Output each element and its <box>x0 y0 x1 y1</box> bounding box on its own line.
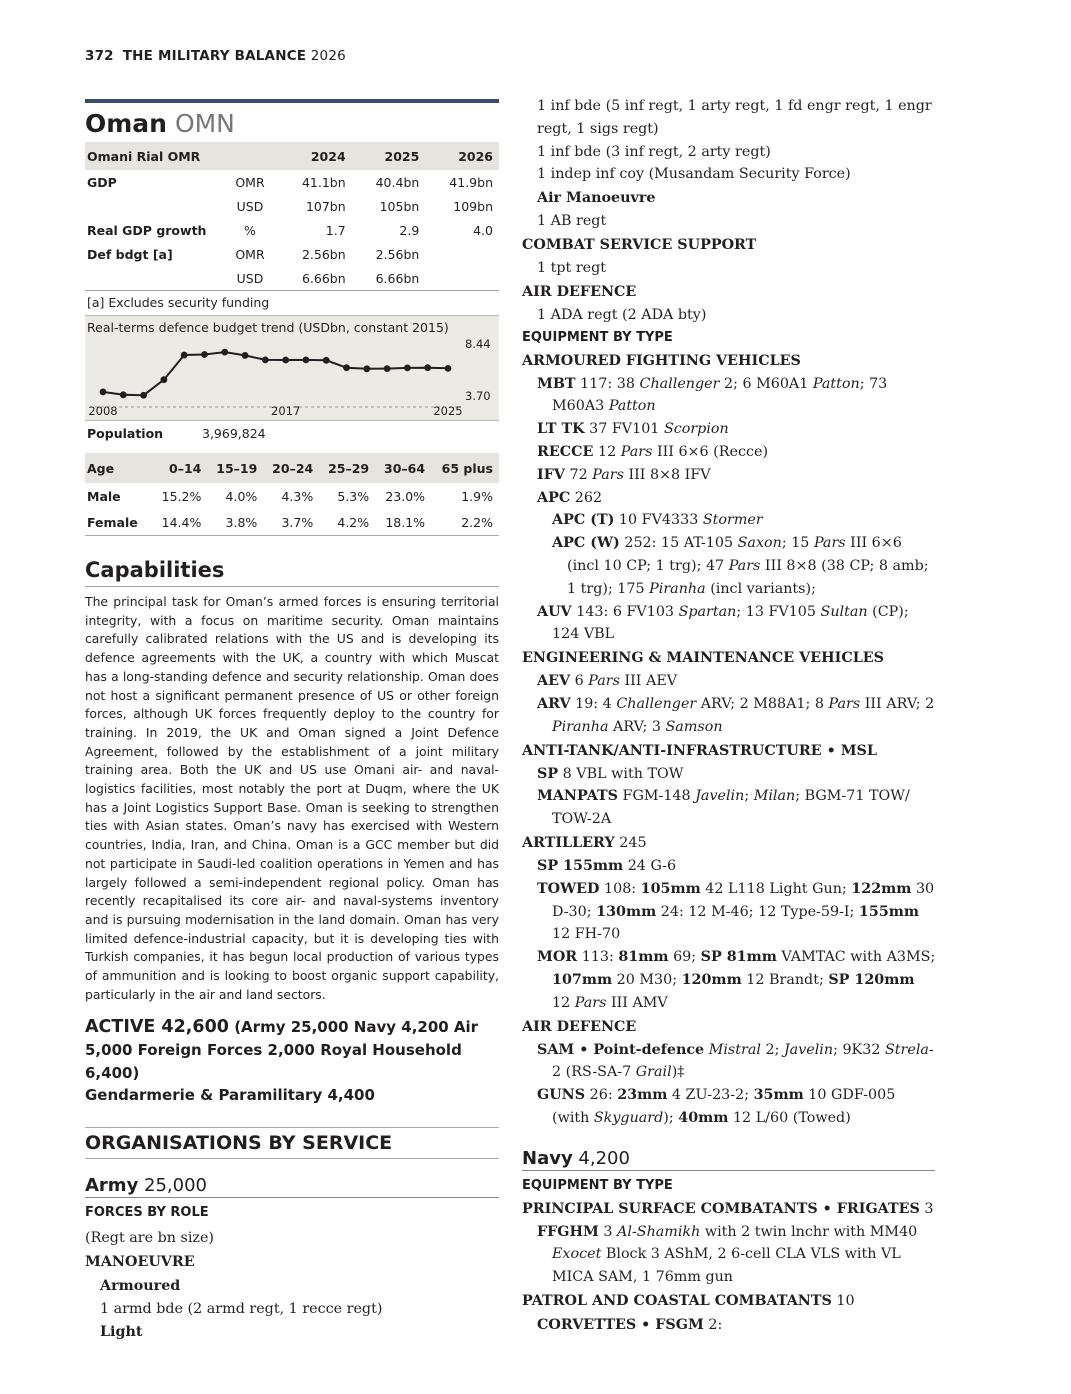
inf-bde-1-line-1: 1 inf bde (5 inf regt, 1 arty regt, 1 fd engr regt, 1 engr <box>537 98 932 114</box>
entry-label: MBT <box>537 375 576 392</box>
age-cell: 1.9% <box>461 488 493 504</box>
country-rule <box>85 99 499 103</box>
navy-strength: 4,200 <box>578 1147 630 1169</box>
budget-trend-chart <box>85 315 499 421</box>
age-cell: 4.3% <box>281 488 314 504</box>
entry-text: 72 <box>564 466 593 483</box>
towed-entry <box>522 878 937 946</box>
entry-text: with 2 twin lnchr with MM40 <box>700 1223 918 1240</box>
chart-point <box>221 349 228 356</box>
econ-cell: 1.7 <box>325 222 346 238</box>
corvettes-entry <box>522 1313 937 1337</box>
entry-text: ); <box>663 1109 679 1126</box>
entry-italic: Stormer <box>702 512 763 529</box>
entry-italic: Piranha <box>552 718 609 735</box>
entry-italic: Mistral <box>708 1041 761 1058</box>
air-manoeuvre-heading: Air Manoeuvre <box>537 190 656 207</box>
entry-text: (incl variants); <box>705 580 816 597</box>
econ-row-label <box>85 194 228 218</box>
publication-year: 2026 <box>310 48 346 64</box>
chart-point <box>343 364 350 371</box>
artillery-heading <box>522 831 937 855</box>
population-row <box>85 421 499 447</box>
entry-bold: 130mm <box>596 903 657 920</box>
entry-italic: Challenger <box>616 695 697 712</box>
entry-italic: Challenger <box>639 375 720 392</box>
entry-text: (CP); <box>867 603 909 620</box>
table-row <box>85 194 499 218</box>
entry-text: 108: <box>599 880 641 897</box>
emv-heading: ENGINEERING & MAINTENANCE VEHICLES <box>522 650 884 667</box>
entry-bold: 155mm <box>858 903 920 920</box>
econ-header-currency: Omani Rial OMR <box>85 142 228 170</box>
econ-cell: 107bn <box>305 198 346 214</box>
entry-italic: Pars <box>588 673 620 690</box>
econ-row-label <box>85 266 228 290</box>
age-cell: 14.4% <box>161 514 202 530</box>
chart-point <box>120 391 127 398</box>
lt-tk-entry <box>522 418 937 441</box>
age-cell: 18.1% <box>385 514 426 530</box>
age-row-label: Male <box>87 488 121 504</box>
entry-text: 30 <box>911 880 935 897</box>
age-cell: 23.0% <box>385 488 426 504</box>
organisations-title: ORGANISATIONS BY SERVICE <box>85 1127 499 1159</box>
navy-name: Navy <box>522 1147 573 1169</box>
econ-cell <box>425 242 499 266</box>
regt-note: (Regt are bn size) <box>85 1229 214 1246</box>
entry-bold: 122mm <box>851 880 912 897</box>
pcc-heading <box>522 1289 937 1313</box>
entry-text: 69; <box>668 949 701 966</box>
age-cell: 5.3% <box>337 488 370 504</box>
entry-text: TOW-2A <box>552 811 612 828</box>
mbt-entry <box>522 373 937 419</box>
entry-italic: Pars <box>574 994 607 1011</box>
age-header: 0–14 <box>153 453 207 483</box>
entry-bold: 81mm <box>618 949 669 966</box>
entry-bold: 35mm <box>753 1087 804 1104</box>
entry-label: IFV <box>537 466 565 483</box>
country-title <box>85 106 499 142</box>
ada-regt: 1 ADA regt (2 ADA bty) <box>537 306 707 323</box>
entry-text: 4 ZU-23-2; <box>667 1087 754 1104</box>
table-row <box>85 218 499 242</box>
list-item <box>522 95 937 141</box>
entry-text: ; 73 M60A3 <box>552 375 888 415</box>
econ-unit: % <box>244 222 256 238</box>
entry-label: SP <box>537 765 559 782</box>
tpt-regt: 1 tpt regt <box>537 259 607 276</box>
entry-text: 12 L/60 (Towed) <box>728 1109 851 1126</box>
econ-unit: USD <box>236 198 264 214</box>
afv-heading: ARMOURED FIGHTING VEHICLES <box>522 352 801 369</box>
chart-point <box>160 376 167 383</box>
econ-header-2024: 2024 <box>278 142 352 170</box>
auv-entry <box>522 601 937 647</box>
entry-label: TOWED <box>537 880 600 897</box>
entry-italic: Strela <box>884 1041 929 1058</box>
army-title <box>85 1175 499 1198</box>
age-header-row <box>85 453 499 483</box>
active-total: ACTIVE 42,600 <box>85 1017 229 1038</box>
entry-bold: 23mm <box>617 1087 668 1104</box>
capabilities-text: The principal task for Oman’s armed forces is ensuring territorial integrity, with a focus on maritime security. Oman maintains carefully calibrated relations with the US and is developing its defence agreements with the UK, a country with which Muscat has a long-standing defence and security relationship. Oman does not host a significant permanent presence of US or other foreign forces, although UK forces frequently deploy to the country for training. In 2019, the UK and Oman signed a Joint Defence Agreement, followed by the establishment of a joint military training area. Both the UK and US use Omani air- and naval-logistics facilities, most notably the port at Duqm, where the UK has a Joint Logistics Support Base. Oman is seeking to strengthen ties with Asian states. Oman’s navy has exercised with Western countries, India, Iran, and China. Oman is a GCC member but did not participate in Saudi-led coalition operations in Yemen and has largely followed a semi-independent regional policy. Oman has recently recapitalised its core air- and naval-systems inventory and is pursuing modernisation in the land domain. Oman has very limited defence-industrial capacity, but it is developing ties with Turkish companies, it has begun local production of various types of ammunition and is looking to boost organic support capability, particularly in the air and land sectors. <box>85 594 499 1002</box>
entry-text: III 8×8 IFV <box>623 466 711 483</box>
active-detail-1: (Army 25,000 Navy 4,200 Air <box>234 1018 479 1037</box>
chart-point <box>242 352 249 359</box>
econ-unit: OMR <box>235 174 265 190</box>
entry-text: -2 <box>552 1041 934 1081</box>
apc-t-entry <box>522 509 937 532</box>
econ-row-label: GDP <box>87 174 117 190</box>
air-defence-heading: AIR DEFENCE <box>522 283 637 300</box>
econ-header-row <box>85 142 499 170</box>
chart-point <box>140 392 147 399</box>
econ-cell: 2.56bn <box>301 246 346 262</box>
capabilities-title: Capabilities <box>85 558 499 587</box>
econ-unit: OMR <box>235 246 265 262</box>
entry-bold: 105mm <box>640 880 701 897</box>
entry-italic: Javelin <box>695 788 745 805</box>
econ-cell <box>425 266 499 290</box>
econ-unit: USD <box>236 270 264 286</box>
chart-point <box>282 357 289 364</box>
sp-atk-entry <box>522 763 937 786</box>
entry-italic: Pars <box>592 466 624 483</box>
entry-label: AUV <box>537 603 572 620</box>
entry-label: AEV <box>537 673 571 690</box>
econ-header-2025: 2025 <box>352 142 426 170</box>
entry-text: ; BGM-71 TOW/ <box>795 788 910 805</box>
running-head <box>85 48 346 64</box>
age-header: Age <box>85 453 153 483</box>
entry-text: ; 15 <box>781 535 814 552</box>
econ-footnote: [a] Excludes security funding <box>85 290 499 315</box>
entry-italic: Saxon <box>737 535 782 552</box>
entry-text: 262 <box>570 489 603 506</box>
inf-bde-1-line-2: regt, 1 sigs regt) <box>537 120 659 137</box>
equipment-heading: EQUIPMENT BY TYPE <box>522 329 673 345</box>
chart-point <box>424 364 431 371</box>
entry-text: VAMTAC with A3MS; <box>776 949 936 966</box>
chart-point <box>404 364 411 371</box>
chart-point <box>201 351 208 358</box>
entry-text: 42 L118 Light Gun; <box>700 880 852 897</box>
econ-cell: 105bn <box>379 198 420 214</box>
population-value: 3,969,824 <box>202 426 266 441</box>
entry-text: 37 FV101 <box>584 421 664 438</box>
entry-text: ; 13 FV105 <box>736 603 821 620</box>
chart-title: Real-terms defence budget trend (USDbn, constant 2015) <box>87 320 449 335</box>
entry-text: FH-70 <box>574 926 621 943</box>
chart-point <box>323 357 330 364</box>
entry-label: SAM • Point-defence <box>537 1041 705 1058</box>
entry-label: ARV <box>537 695 571 712</box>
econ-row-label: Def bdgt [a] <box>87 246 173 262</box>
indep-inf-coy: 1 indep inf coy (Musandam Security Force) <box>537 166 851 183</box>
entry-label: ARTILLERY <box>522 834 615 851</box>
entry-text: 12 Brandt; <box>741 971 829 988</box>
army-strength: 25,000 <box>144 1174 208 1196</box>
entry-italic: Spartan <box>678 603 737 620</box>
entry-text: 12 <box>593 443 621 460</box>
entry-bold: 107mm <box>552 971 613 988</box>
entry-text: III AEV <box>619 673 678 690</box>
entry-italic: Scorpion <box>663 421 729 438</box>
entry-label: PATROL AND COASTAL COMBATANTS <box>522 1293 832 1310</box>
armd-bde: 1 armd bde (2 armd regt, 1 recce regt) <box>100 1300 383 1317</box>
apc-entry <box>522 487 937 510</box>
manoeuvre-heading: MANOEUVRE <box>85 1253 195 1270</box>
left-column <box>85 99 499 1344</box>
table-row <box>85 266 499 290</box>
entry-label: APC (W) <box>552 535 620 552</box>
aev-entry <box>522 670 937 693</box>
entry-label: APC (T) <box>552 512 615 529</box>
entry-italic: Javelin <box>783 1041 834 1058</box>
entry-text: ; <box>744 788 754 805</box>
population-label: Population <box>87 426 164 441</box>
chart-x-tick-label: 2025 <box>433 404 463 418</box>
chart-point <box>100 389 107 396</box>
chart-y-tick-label: 8.44 <box>465 337 491 351</box>
sp-155-entry <box>522 855 937 878</box>
econ-cell: 41.9bn <box>449 174 493 190</box>
entry-text: 20 M30; <box>612 971 682 988</box>
atk-heading: ANTI-TANK/ANTI-INFRASTRUCTURE • MSL <box>522 742 877 759</box>
apc-w-entry <box>522 532 937 600</box>
econ-header-2026: 2026 <box>425 142 499 170</box>
age-cell: 3.7% <box>281 514 314 530</box>
entry-text: 143: 6 FV103 <box>571 603 679 620</box>
econ-cell: 6.66bn <box>375 270 420 286</box>
entry-italic: Exocet <box>552 1246 602 1263</box>
economic-table <box>85 142 499 290</box>
ab-regt: 1 AB regt <box>537 213 607 230</box>
age-cell: 15.2% <box>161 488 202 504</box>
entry-label: GUNS <box>537 1087 586 1104</box>
entry-label: PRINCIPAL SURFACE COMBATANTS • FRIGATES <box>522 1200 920 1217</box>
active-detail-3: Gendarmerie & Paramilitary 4,400 <box>85 1086 375 1105</box>
entry-text: (RS-SA-7 <box>565 1064 636 1081</box>
entry-text: 8 VBL with TOW <box>558 765 684 782</box>
chart-x-tick-label: 2008 <box>88 404 118 418</box>
chart-point <box>363 365 370 372</box>
entry-bold: 40mm <box>678 1109 729 1126</box>
recce-entry <box>522 441 937 464</box>
entry-label: MANPATS <box>537 788 618 805</box>
age-cell: 2.2% <box>461 514 493 530</box>
country-name: Oman <box>85 109 167 138</box>
age-row-label: Female <box>87 514 138 530</box>
chart-point <box>303 356 310 363</box>
entry-text: 245 <box>614 834 647 851</box>
chart-y-tick-label: 3.70 <box>465 389 491 403</box>
entry-italic: Pars <box>813 535 846 552</box>
forces-by-role: FORCES BY ROLE <box>85 1204 209 1220</box>
entry-text: 124 VBL <box>552 626 615 643</box>
entry-label: APC <box>537 489 571 506</box>
entry-bold: 120mm <box>681 971 742 988</box>
entry-text: 2; <box>760 1041 784 1058</box>
econ-cell: 41.1bn <box>301 174 346 190</box>
econ-cell: 2.56bn <box>375 246 420 262</box>
ifv-entry <box>522 464 937 487</box>
army-name: Army <box>85 1174 139 1196</box>
chart-point <box>181 352 188 359</box>
entry-italic: Al-Shamikh <box>617 1223 701 1240</box>
age-header: 25–29 <box>319 453 375 483</box>
entry-text: ARV; 3 <box>608 718 666 735</box>
guns-entry <box>522 1084 937 1130</box>
entry-italic: Pars <box>728 557 761 574</box>
entry-text: III AMV <box>610 994 668 1011</box>
entry-label: LT TK <box>537 421 585 438</box>
entry-italic: Pars <box>828 695 861 712</box>
right-column <box>522 95 937 1337</box>
entry-text: 10 <box>831 1293 855 1310</box>
light-heading: Light <box>100 1324 143 1341</box>
entry-italic: Pars <box>620 443 653 460</box>
entry-italic: Piranha <box>649 580 706 597</box>
page-number: 372 <box>85 48 114 64</box>
entry-text: Block 3 AShM, 2 6-cell CLA VLS with VL MICA <box>552 1246 901 1286</box>
econ-cell: 6.66bn <box>301 270 346 286</box>
econ-cell: 109bn <box>453 198 493 214</box>
entry-text: 113: <box>577 949 619 966</box>
econ-cell: 40.4bn <box>375 174 420 190</box>
manpats-entry <box>522 785 937 831</box>
entry-text: 10 CP; 1 trg); 47 <box>603 557 729 574</box>
entry-italic: Skyguard <box>593 1109 664 1126</box>
entry-text: III 8×8 (38 CP; 8 amb; 1 trg); 175 <box>567 557 929 597</box>
country-code: OMN <box>174 109 235 138</box>
entry-label: SP 155mm <box>537 857 624 874</box>
entry-text: FGM-148 <box>617 788 696 805</box>
inf-bde-2: 1 inf bde (3 inf regt, 2 arty regt) <box>537 143 771 160</box>
entry-italic: Patton <box>812 375 860 392</box>
active-strength <box>85 1016 499 1106</box>
entry-text: 10 GDF-005 (with <box>552 1087 896 1126</box>
entry-italic: Milan <box>753 788 796 805</box>
econ-header-unit <box>228 142 278 170</box>
table-row <box>85 483 499 509</box>
entry-bold: SP 120mm <box>828 971 915 988</box>
econ-cell: 2.9 <box>399 222 420 238</box>
entry-text: 10 FV4333 <box>614 512 703 529</box>
entry-text: 2; 6 M60A1 <box>719 375 813 392</box>
arv-entry <box>522 693 937 739</box>
table-row <box>85 242 499 266</box>
psc-heading <box>522 1197 937 1221</box>
entry-text: 3 <box>919 1200 934 1217</box>
armoured-heading: Armoured <box>100 1277 181 1294</box>
entry-text: )‡ <box>671 1064 685 1081</box>
mor-entry <box>522 946 937 1014</box>
chart-x-tick-label: 2017 <box>271 404 301 418</box>
navy-equipment-heading: EQUIPMENT BY TYPE <box>522 1177 673 1193</box>
entry-italic: Grail <box>635 1064 672 1081</box>
entry-text: SAM, 1 76mm gun <box>598 1269 734 1286</box>
entry-italic: Sultan <box>820 603 868 620</box>
age-table-rule <box>85 535 499 536</box>
entry-text: 26: <box>585 1087 618 1104</box>
age-table <box>85 453 499 535</box>
entry-label: MOR <box>537 949 578 966</box>
entry-text: 19: 4 <box>570 695 617 712</box>
table-row <box>85 509 499 535</box>
chart-series-line <box>103 352 448 395</box>
entry-text: ARV; 2 M88A1; 8 <box>696 695 829 712</box>
ffghm-entry <box>522 1221 937 1289</box>
navy-title <box>522 1148 935 1171</box>
table-row <box>85 170 499 194</box>
entry-text: ; 9K32 <box>833 1041 885 1058</box>
entry-text: 24 G-6 <box>623 857 677 874</box>
active-detail-2: 5,000 Foreign Forces 2,000 Royal Household 6,400) <box>85 1041 462 1082</box>
age-cell: 4.2% <box>337 514 370 530</box>
entry-italic: Patton <box>608 398 656 415</box>
css-heading: COMBAT SERVICE SUPPORT <box>522 236 757 253</box>
age-header: 20–24 <box>263 453 319 483</box>
entry-label: FFGHM <box>537 1223 599 1240</box>
entry-text: 2: <box>703 1317 723 1334</box>
entry-text: III 6×6 (incl <box>567 535 902 574</box>
entry-text: 24: 12 M-46; 12 Type-59-I; <box>656 903 859 920</box>
entry-label: CORVETTES • FSGM <box>537 1317 704 1334</box>
chart-point <box>445 365 452 372</box>
chart-point <box>384 365 391 372</box>
publication-title: THE MILITARY BALANCE <box>122 48 307 64</box>
entry-label: RECCE <box>537 443 594 460</box>
entry-text: 12 <box>552 926 571 943</box>
chart-point <box>262 356 269 363</box>
entry-text: 12 <box>552 994 575 1011</box>
entry-italic: Samson <box>665 718 723 735</box>
entry-text: 117: 38 <box>580 375 640 392</box>
chart-canvas <box>85 316 499 420</box>
entry-text: III ARV; 2 <box>860 695 935 712</box>
age-header: 30–64 <box>375 453 431 483</box>
air-defence-equip-heading: AIR DEFENCE <box>522 1018 637 1035</box>
entry-text: D-30; <box>552 903 597 920</box>
age-cell: 3.8% <box>225 514 258 530</box>
econ-row-label: Real GDP growth <box>87 222 207 238</box>
econ-cell: 4.0 <box>473 222 493 238</box>
age-header: 65 plus <box>431 453 499 483</box>
sam-entry <box>522 1039 937 1085</box>
entry-text: 3 <box>598 1223 618 1240</box>
age-cell: 4.0% <box>225 488 258 504</box>
entry-bold: SP 81mm <box>700 949 777 966</box>
entry-text: III 6×6 (Recce) <box>652 443 769 460</box>
entry-text: 6 <box>570 673 589 690</box>
entry-text: 252: 15 AT-105 <box>619 535 738 552</box>
age-header: 15–19 <box>207 453 263 483</box>
